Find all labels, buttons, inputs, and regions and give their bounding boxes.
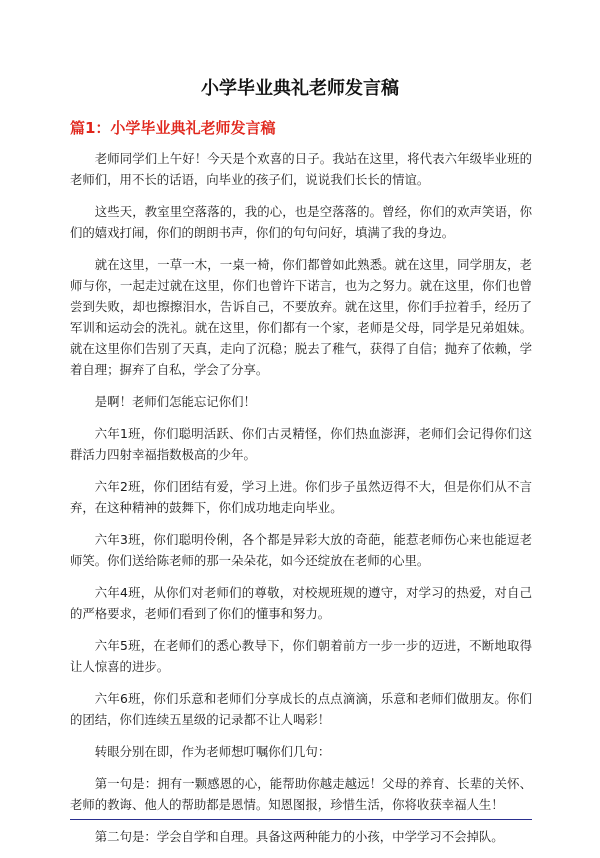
paragraph-never-forget: 是啊！老师们怎能忘记你们！ bbox=[94, 394, 256, 409]
paragraph-class-4: 六年4班，从你们对老师们的尊敬，对校规班规的遵守，对学习的热爱，对自己的严格要求，老师们看到了你们的懂事和努力。 bbox=[70, 585, 532, 621]
paragraph-class-6: 六年6班，你们乐意和老师们分享成长的点点滴滴，乐意和老师们做朋友。你们的团结，你们连续五星级的记录都不让人喝彩！ bbox=[70, 691, 532, 727]
paragraph-class-3: 六年3班，你们聪明伶俐，各个都是异彩大放的奇葩，能惹老师伤心来也能逗老师笑。你们送给陈老师的那一朵朵花，如今还绽放在老师的心里。 bbox=[70, 532, 532, 568]
paragraph-memories: 就在这里，一草一木，一桌一椅，你们都曾如此熟悉。就在这里，同学朋友，老师与你，一起走过就在这里，你们也曾许下诺言，也为之努力。就在这里，你们也曾尝到失败，却也擦擦泪水，告诉自己，不要放弃。就在这里，你们手拉着手，经历了军训和运动会的洗礼。就在这里，你们都有一个家，老师是父母，同学是兄弟姐妹。就在这里你们告别了天真，走向了沉稳；脱去了稚气，获得了自信；抛弃了依赖，学着自理；摒弃了自私，学会了分享。 bbox=[70, 257, 532, 377]
paragraph-empty-classroom: 这些天，教室里空落落的，我的心，也是空落落的。曾经，你们的欢声笑语，你们的嬉戏打闹，你们的朗朗书声，你们的句句问好，填满了我的身边。 bbox=[70, 204, 532, 240]
paragraph-advice-2: 第二句是：学会自学和自理。具备这两种能力的小孩，中学学习不会掉队。 bbox=[94, 829, 504, 844]
paragraph-advice-1: 第一句是：拥有一颗感恩的心，能帮助你越走越远！父母的养育、长辈的关怀、老师的教诲、他人的帮助都是恩情。知恩图报，珍惜生活，你将收获幸福人生！ bbox=[70, 776, 532, 812]
paragraph-class-2: 六年2班，你们团结有爱，学习上进。你们步子虽然迈得不大，但是你们从不言弃，在这种精神的鼓舞下，你们成功地走向毕业。 bbox=[70, 479, 532, 515]
paragraph-class-1: 六年1班，你们聪明活跃、你们古灵精怪，你们热血澎湃，老师们会记得你们这群活力四射幸福指数极高的少年。 bbox=[70, 426, 532, 462]
section-heading: 篇1：小学毕业典礼老师发言稿 bbox=[70, 119, 276, 137]
document-title: 小学毕业典礼老师发言稿 bbox=[201, 78, 399, 99]
paragraph-farewell-intro: 转眼分别在即，作为老师想叮嘱你们几句： bbox=[94, 744, 331, 759]
paragraph-class-5: 六年5班，在老师们的悉心教导下，你们朝着前方一步一步的迈进，不断地取得让人惊喜的进步。 bbox=[70, 638, 532, 674]
paragraph-greeting: 老师同学们上午好！今天是个欢喜的日子。我站在这里，将代表六年级毕业班的老师们，用不长的话语，向毕业的孩子们，说说我们长长的情谊。 bbox=[70, 151, 532, 187]
footer-divider bbox=[70, 819, 532, 820]
document-body bbox=[70, 148, 532, 858]
